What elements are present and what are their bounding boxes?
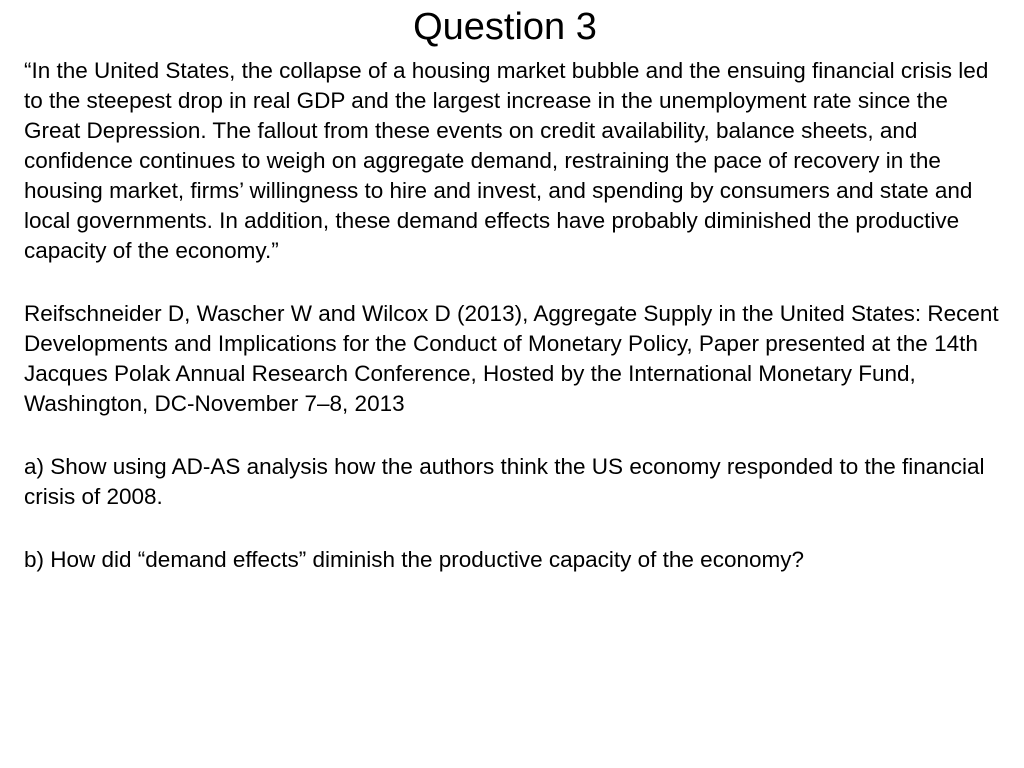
question-a: a) Show using AD-AS analysis how the authors think the US economy responded to the financial crisis of 2008. bbox=[24, 454, 985, 509]
question-b: b) How did “demand effects” diminish the productive capacity of the economy? bbox=[24, 547, 804, 572]
quote-paragraph: “In the United States, the collapse of a housing market bubble and the ensuing financial crisis led to the steepest drop in real GDP and the largest increase in the unemployment rate since the Great Depression. The fallout from these events on credit availability, balance sheets, and confidence continues to weigh on aggregate demand, restraining the pace of recovery in the housing market, firms’ willingness to hire and invest, and spending by consumers and state and local governments. In addition, these demand effects have probably diminished the productive capacity of the economy.” bbox=[24, 58, 989, 263]
slide-body bbox=[24, 56, 1009, 575]
slide-title: Question 3 bbox=[413, 6, 597, 48]
citation-paragraph: Reifschneider D, Wascher W and Wilcox D (2013), Aggregate Supply in the United States: Recent Developments and Implications for the Conduct of Monetary Policy, Paper presented at the 14th Jacques Polak Annual Research Conference, Hosted by the International Monetary Fund, Washington, DC-November 7–8, 2013 bbox=[24, 301, 999, 416]
